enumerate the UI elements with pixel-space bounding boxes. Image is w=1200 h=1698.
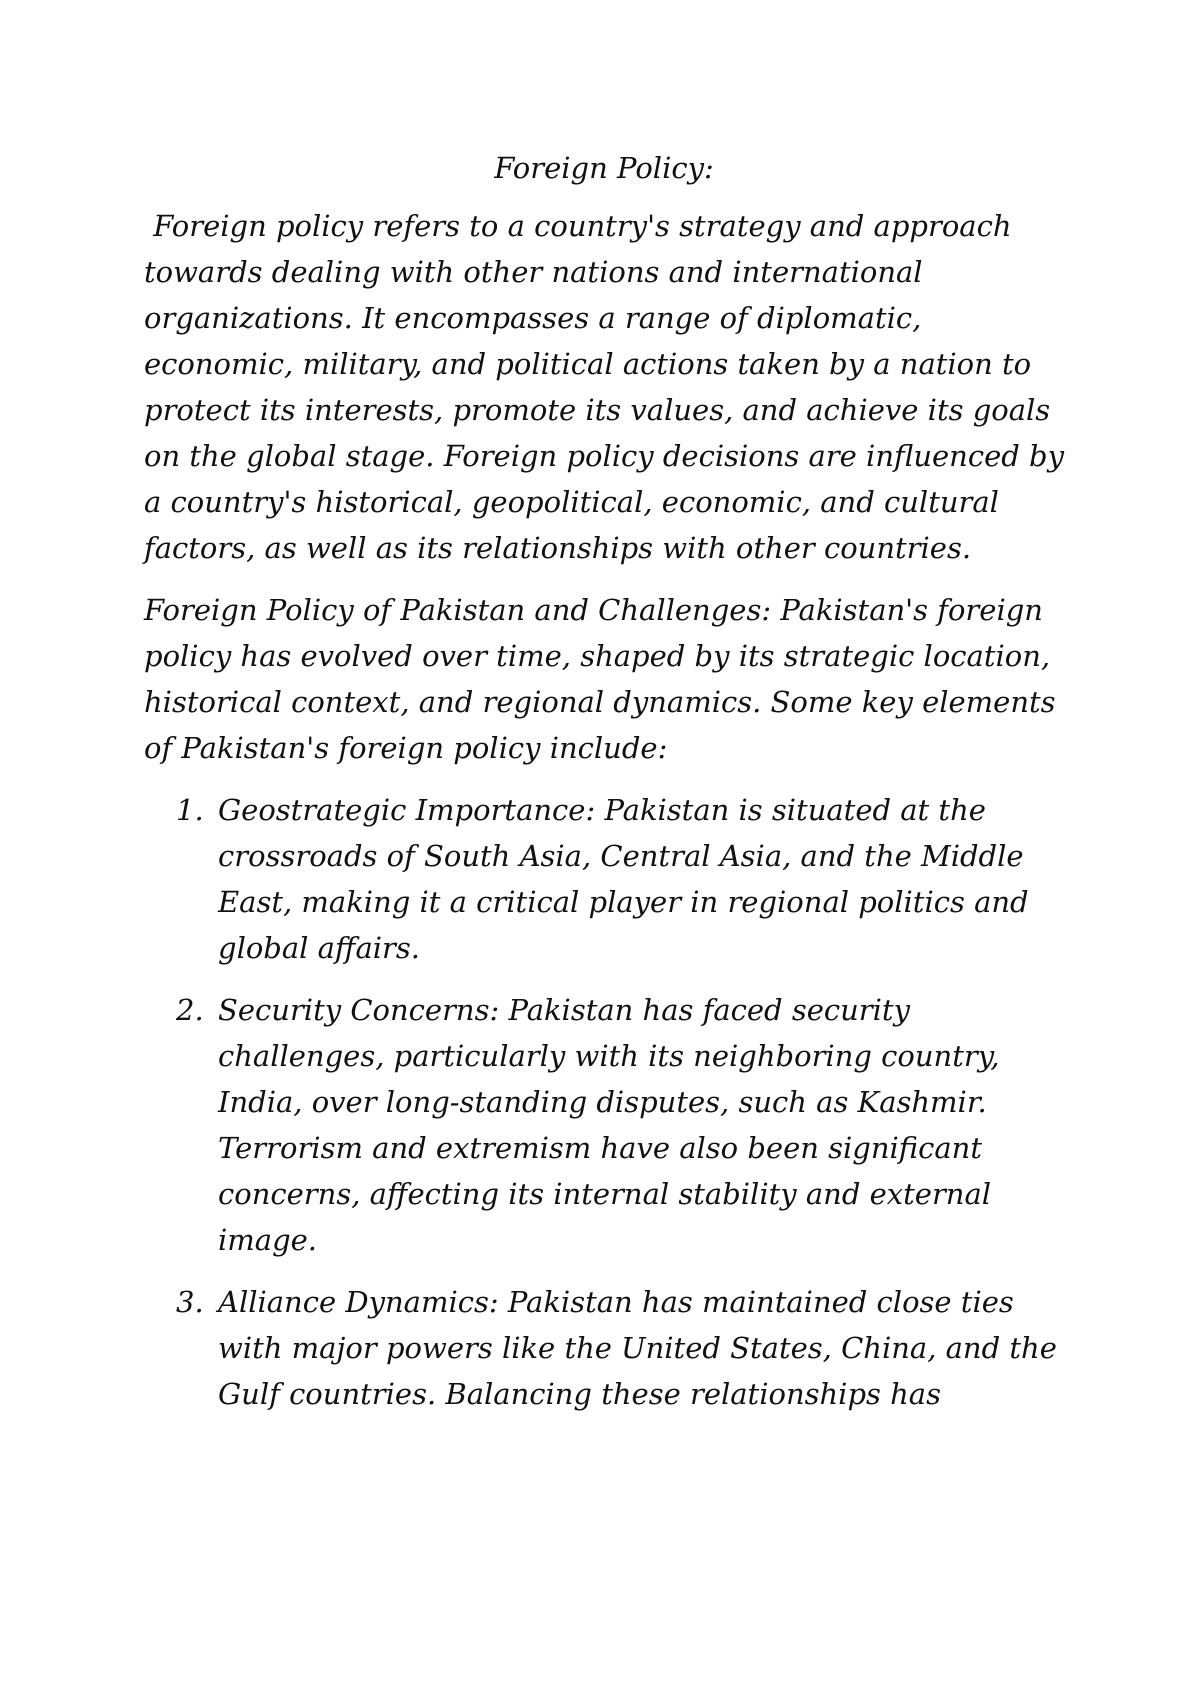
list-item-number: 3. [176,1285,204,1319]
key-elements-list [144,787,1064,1417]
list-item [144,1279,1064,1417]
list-item-text: Alliance Dynamics: Pakistan has maintained close ties with major powers like the United States, China, and the Gulf countries. Balancing these relationships has [218,1285,1057,1411]
list-item-number: 2. [176,993,204,1027]
pakistan-policy-paragraph: Foreign Policy of Pakistan and Challenges: Pakistan's foreign policy has evolved over time, shaped by its strategic location, historical context, and regional dynamics. Some key elements of Pakistan's foreign policy include: [144,593,1056,765]
document-body [144,145,1074,1433]
list-item [144,787,1064,971]
list-item [144,987,1064,1263]
intro-paragraph: Foreign policy refers to a country's strategy and approach towards dealing with other nations and international organizations. It encompasses a range of diplomatic, economic, military, and political actions taken by a nation to protect its interests, promote its values, and achieve its goals on the global stage. Foreign policy decisions are influenced by a country's historical, geopolitical, economic, and cultural factors, as well as its relationships with other countries. [144,209,1074,565]
list-item-number: 1. [176,793,204,827]
page-title: Foreign Policy: [494,151,714,185]
list-item-text: Geostrategic Importance: Pakistan is situated at the crossroads of South Asia, Central Asia, and the Middle East, making it a critical player in regional politics and global affairs. [218,793,1029,965]
list-item-text: Security Concerns: Pakistan has faced security challenges, particularly with its neighboring country, India, over long-standing disputes, such as Kashmir. Terrorism and extremism have also been significant concerns, affecting its internal stability and external image. [218,993,1000,1257]
